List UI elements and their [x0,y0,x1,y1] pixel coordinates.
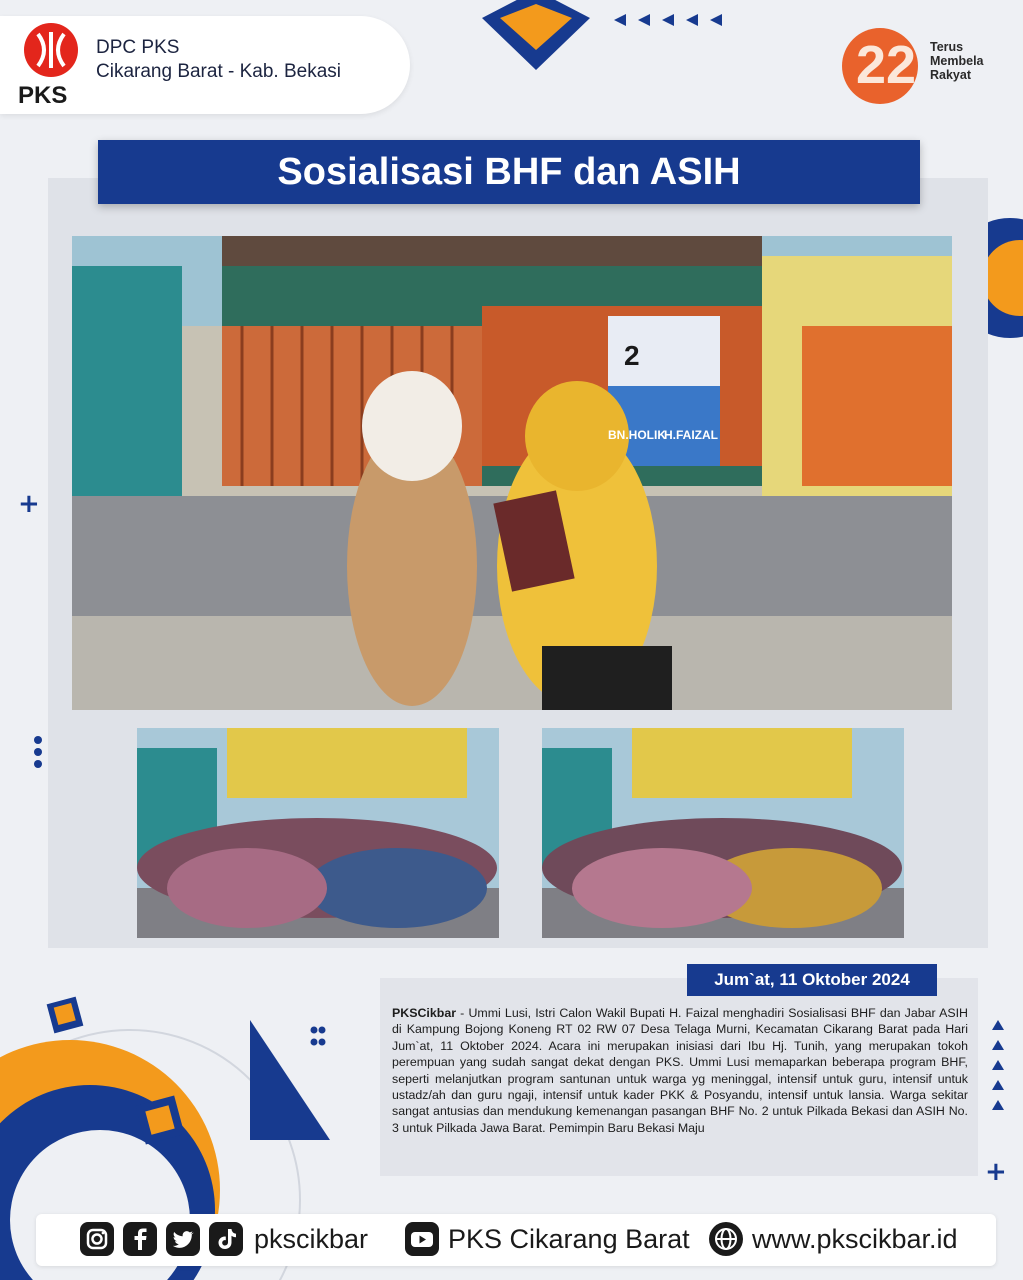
article-lead: PKSCikbar [392,1006,457,1020]
org-line-1: DPC PKS [96,37,180,58]
svg-text:+: + [985,1157,1007,1187]
page-title: Sosialisasi BHF dan ASIH [98,140,920,204]
event-date: Jum`at, 11 Oktober 2024 [687,964,937,996]
anniversary-number: 22 [856,35,917,95]
logo-text: PKS [18,82,68,109]
social-handle[interactable]: pkscikbar [254,1224,369,1254]
facebook-icon[interactable] [123,1222,157,1256]
banner-name-left: BN.HOLIK [608,428,666,442]
youtube-icon[interactable] [405,1222,439,1256]
article-text [392,1005,968,1136]
tiktok-icon[interactable] [209,1222,243,1256]
globe-icon[interactable] [709,1222,743,1256]
anniversary-tagline: Terus Membela Rakyat [930,40,984,82]
article-body: - Ummi Lusi, Istri Calon Wakil Bupati H. Faizal menghadiri Sosialisasi BHF dan Jabar ASIH di Kampung Bojong Koneng RT 02 RW 07 Desa Telaga Murni, Kecamatan Cikarang Barat pada Hari Jum`at, 11 Oktober 2024. Acara ini merupakan inisiasi dari Ibu Hj. Tunih, yang merupakan tokoh perempuan yang sudah sangat dekat dengan PKS. Ummi Lusi memaparkan beberapa program BHF, seperti melanjutkan program santunan untuk warga yg meninggal, intensif untuk guru, intensif untuk ustadz/ah dan guru ngaji, intensif untuk kader PKK & Posyandu, intensif untuk lansia. Warga sekitar sangat antusias dan mendukung kemenangan pasangan BHF No. 2 untuk Pilkada Bekasi dan ASIH No. 3 untuk Pilkada Jawa Barat. Pemimpin Baru Bekasi Maju [392,1006,968,1135]
group-photo-2 [542,728,904,938]
youtube-channel[interactable]: PKS Cikarang Barat [448,1224,690,1254]
org-line-2: Cikarang Barat - Kab. Bekasi [96,61,342,82]
twitter-icon[interactable] [166,1222,200,1256]
main-photo [72,236,952,710]
website-link[interactable]: www.pkscikbar.id [752,1224,958,1254]
group-photo-1 [137,728,499,938]
svg-text:+: + [18,489,40,519]
banner-number: 2 [624,340,640,371]
instagram-icon[interactable] [80,1222,114,1256]
organization-name [96,36,341,84]
banner-name-right: H.FAIZAL [664,428,718,442]
